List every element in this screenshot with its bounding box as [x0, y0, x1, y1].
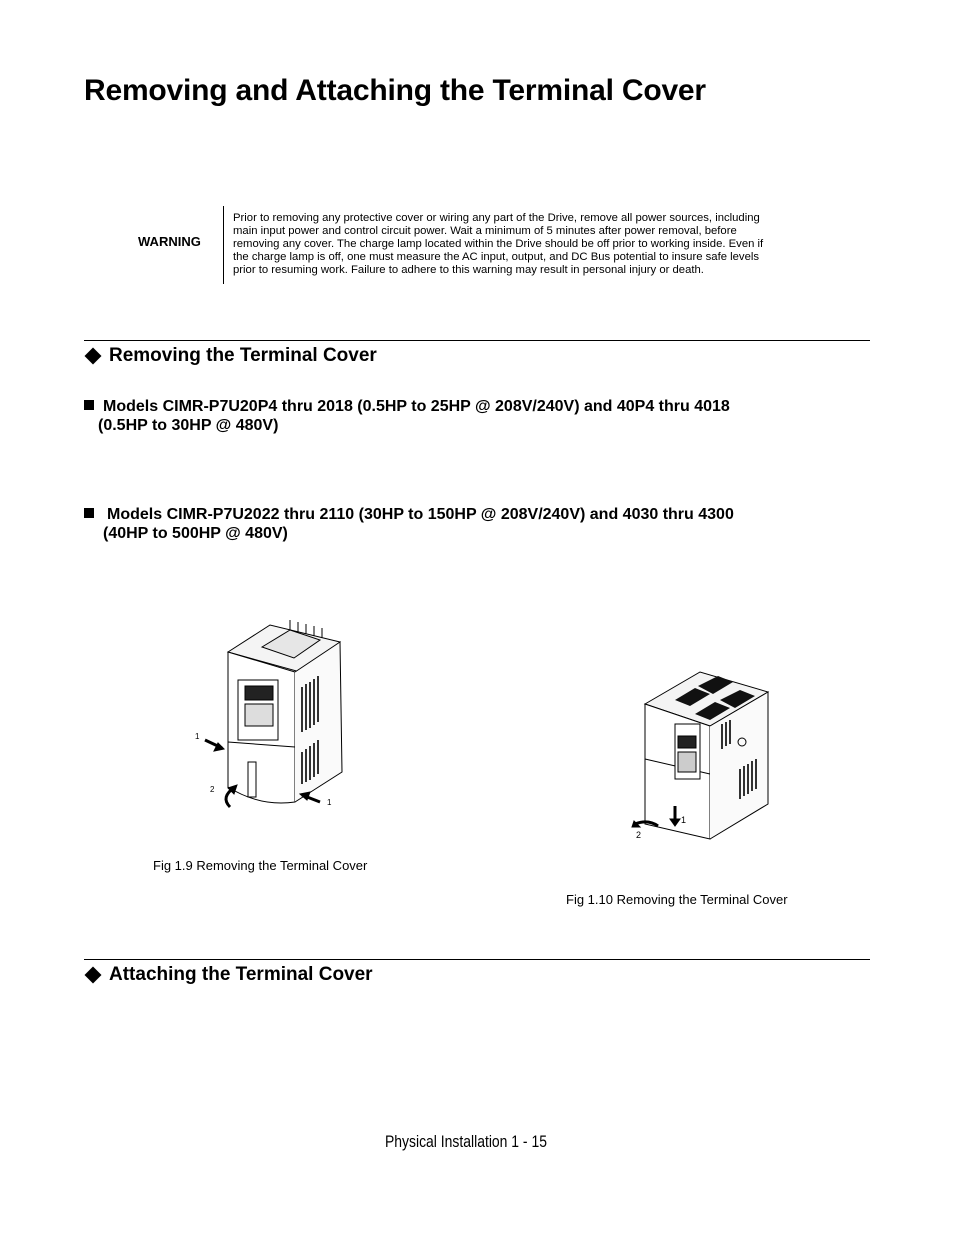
- models-heading-text: (40HP to 500HP @ 480V): [103, 525, 288, 542]
- figure-caption-1-9: Fig 1.9 Removing the Terminal Cover: [153, 858, 368, 873]
- warning-line: removing any cover. The charge lamp located within the Drive should be off prior to working inside. Even if: [233, 238, 764, 250]
- diamond-bullet-icon: [85, 348, 102, 365]
- fig1-label-2: 2: [210, 785, 215, 794]
- square-bullet-icon: [84, 400, 94, 410]
- models-heading-text: Models CIMR-P7U2022 thru 2110 (30HP to 150HP @ 208V/240V) and 4030 thru 4300: [107, 506, 734, 523]
- models-heading-text: Models CIMR-P7U20P4 thru 2018 (0.5HP to 25HP @ 208V/240V) and 40P4 thru 4018: [103, 398, 730, 415]
- fig1-label-1: 1: [195, 732, 200, 741]
- section-heading-text: Removing the Terminal Cover: [109, 345, 377, 366]
- warning-divider: [223, 206, 224, 284]
- section-rule: [84, 340, 870, 341]
- diamond-bullet-icon: [85, 967, 102, 984]
- fig2-label-2: 2: [636, 830, 642, 840]
- fig1-label-3: 1: [327, 798, 332, 807]
- section-heading-removing: [84, 345, 377, 367]
- section-rule: [84, 959, 870, 960]
- square-bullet-icon: [84, 508, 94, 518]
- page-title: Removing and Attaching the Terminal Cover: [84, 74, 706, 107]
- figure-caption-1-10: Fig 1.10 Removing the Terminal Cover: [566, 892, 788, 907]
- warning-line: prior to resuming work. Failure to adhere to this warning may result in personal injury or death.: [233, 264, 704, 276]
- section-heading-text: Attaching the Terminal Cover: [109, 964, 373, 985]
- warning-label: WARNING: [138, 234, 201, 249]
- warning-line: Prior to removing any protective cover or wiring any part of the Drive, remove all power sources, including: [233, 212, 760, 224]
- figure-drive-small: [190, 612, 360, 812]
- page-footer: Physical Installation 1 - 15: [385, 1132, 547, 1151]
- models-heading-1: [84, 397, 844, 435]
- section-heading-attaching: [84, 964, 373, 986]
- warning-text: [233, 212, 833, 277]
- models-heading-2: [84, 505, 844, 543]
- models-heading-text: (0.5HP to 30HP @ 480V): [98, 417, 279, 434]
- warning-line: main input power and control circuit power. Wait a minimum of 5 minutes after power removal, before: [233, 225, 737, 237]
- fig2-label-1: 1: [681, 815, 687, 825]
- figure-drive-large: [630, 664, 780, 844]
- warning-line: the charge lamp is off, one must measure the AC input, output, and DC Bus potential to insure safe levels: [233, 251, 760, 263]
